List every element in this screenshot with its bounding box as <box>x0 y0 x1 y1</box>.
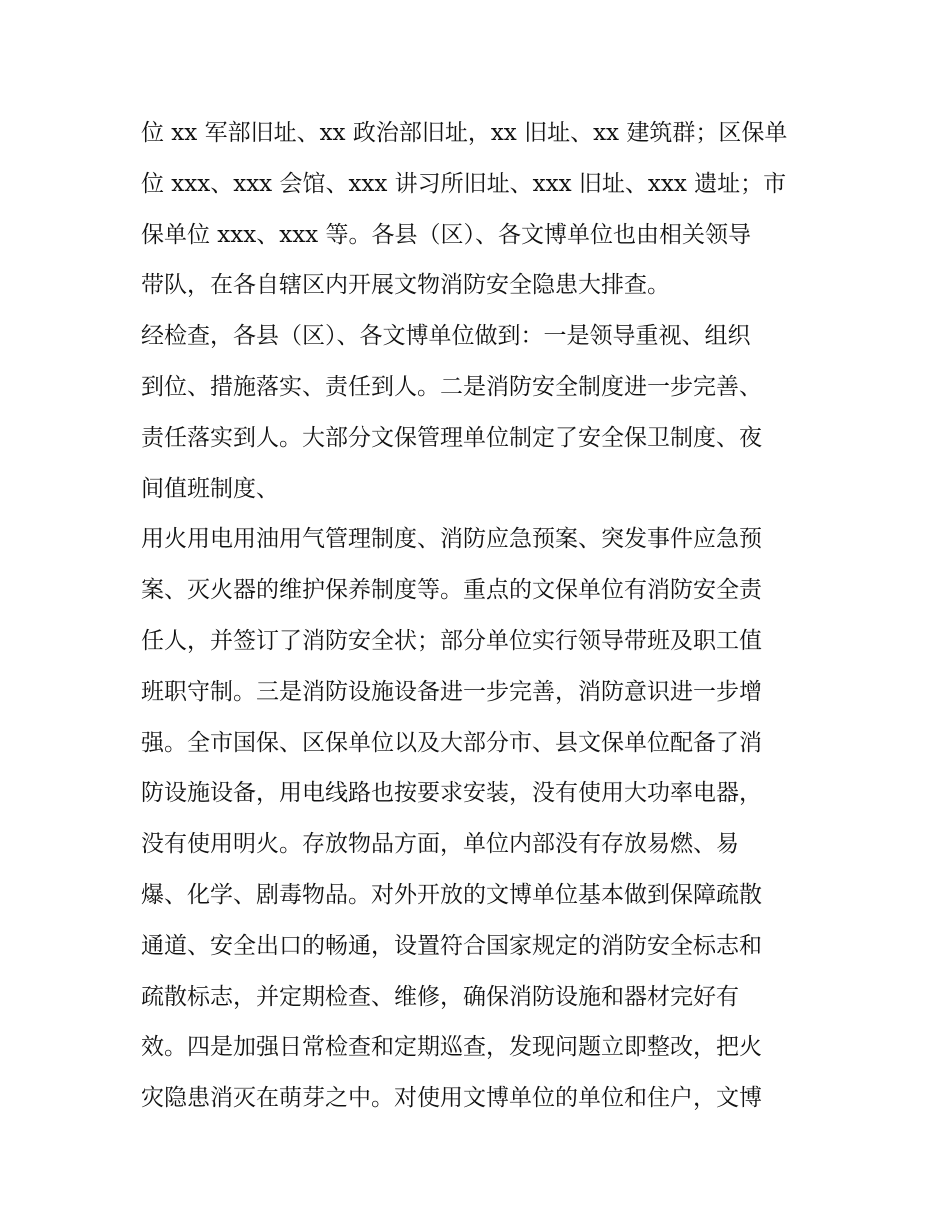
text-line: 效。四是加强日常检查和定期巡查，发现问题立即整改，把火 <box>141 1034 762 1061</box>
text-line: 带队，在各自辖区内开展文物消防安全隐患大排查。 <box>141 272 670 299</box>
text-line: 间值班制度、 <box>141 475 279 502</box>
text-line: 经检查，各县（区）、各文博单位做到：一是领导重视、组织 <box>141 323 751 350</box>
text-line: 保单位 xxx、xxx 等。各县（区）、各文博单位也由相关领导 <box>141 221 751 248</box>
text-line: 位 xx 军部旧址、xx 政治部旧址，xx 旧址、xx 建筑群；区保单 <box>141 120 788 146</box>
text-line: 到位、措施落实、责任到人。二是消防安全制度进一步完善、 <box>141 373 762 400</box>
text-line: 用火用电用油用气管理制度、消防应急预案、突发事件应急预 <box>141 526 762 553</box>
text-line: 防设施设备，用电线路也按要求安装，没有使用大功率电器， <box>141 780 762 807</box>
text-line: 没有使用明火。存放物品方面，单位内部没有存放易燃、易 <box>141 831 739 858</box>
text-line: 疏散标志，并定期检查、维修，确保消防设施和器材完好有 <box>141 983 739 1010</box>
text-line: 通道、安全出口的畅通，设置符合国家规定的消防安全标志和 <box>141 932 762 959</box>
text-line: 案、灭火器的维护保养制度等。重点的文保单位有消防安全责 <box>141 577 762 604</box>
text-line: 爆、化学、剧毒物品。对外开放的文博单位基本做到保障疏散 <box>141 881 762 908</box>
text-line: 班职守制。三是消防设施设备进一步完善，消防意识进一步增 <box>141 678 762 705</box>
text-line: 灾隐患消灭在萌芽之中。对使用文博单位的单位和住户，文博 <box>141 1085 762 1112</box>
text-line: 责任落实到人。大部分文保管理单位制定了安全保卫制度、夜 <box>141 424 762 451</box>
body-text <box>141 108 821 1124</box>
text-line: 任人，并签订了消防安全状；部分单位实行领导带班及职工值 <box>141 627 762 654</box>
text-line: 强。全市国保、区保单位以及大部分市、县文保单位配备了消 <box>141 729 762 756</box>
text-line: 位 xxx、xxx 会馆、xxx 讲习所旧址、xxx 旧址、xxx 遗址；市 <box>141 170 787 197</box>
